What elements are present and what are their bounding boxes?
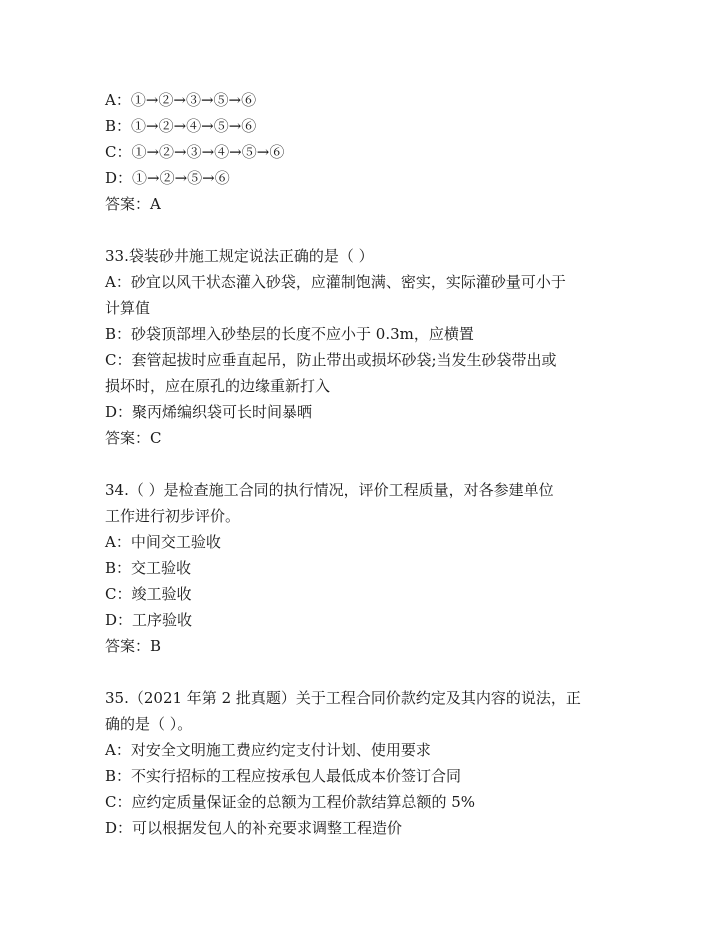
question-34-stem-cont: 工作进行初步评价。 [105,507,241,525]
question-33-option-a-cont: 计算值 [105,299,151,317]
question-33-answer: 答案：C [105,429,162,447]
question-34-answer: 答案：B [105,637,162,655]
question-35-option-b: B：不实行招标的工程应按承包人最低成本价签订合同 [105,767,462,785]
question-34-option-b: B：交工验收 [105,559,192,577]
option-d: D：①→②→⑤→⑥ [105,169,230,187]
question-33-option-c-cont: 损坏时，应在原孔的边缘重新打入 [105,377,331,395]
question-34-option-a: A：中间交工验收 [105,533,221,551]
question-35-option-d: D：可以根据发包人的补充要求调整工程造价 [105,819,403,837]
question-33-option-b: B：砂袋顶部埋入砂垫层的长度不应小于 0.3m，应横置 [105,325,474,343]
question-35-option-a: A：对安全文明施工费应约定支付计划、使用要求 [105,741,431,759]
question-35-stem: 35.（2021 年第 2 批真题）关于工程合同价款约定及其内容的说法，正 [105,689,581,707]
option-a: A：①→②→③→⑤→⑥ [105,91,257,109]
option-c: C：①→②→③→④→⑤→⑥ [105,143,285,161]
option-b: B：①→②→④→⑤→⑥ [105,117,257,135]
question-33-option-a: A：砂宜以风干状态灌入砂袋，应灌制饱满、密实，实际灌砂量可小于 [105,273,566,291]
answer: 答案：A [105,195,161,213]
question-33-option-d: D：聚丙烯编织袋可长时间暴晒 [105,403,313,421]
question-33-option-c: C：套管起拔时应垂直起吊，防止带出或损坏砂袋;当发生砂袋带出或 [105,351,557,369]
question-33-stem: 33.袋装砂井施工规定说法正确的是（ ） [105,247,374,265]
question-35-option-c: C：应约定质量保证金的总额为工程价款结算总额的 5% [105,793,476,811]
question-34-option-d: D：工序验收 [105,611,193,629]
question-34-stem: 34.（ ）是检查施工合同的执行情况，评价工程质量，对各参建单位 [105,481,554,499]
question-34-option-c: C：竣工验收 [105,585,192,603]
question-35-stem-cont: 确的是（ ）。 [105,715,193,733]
